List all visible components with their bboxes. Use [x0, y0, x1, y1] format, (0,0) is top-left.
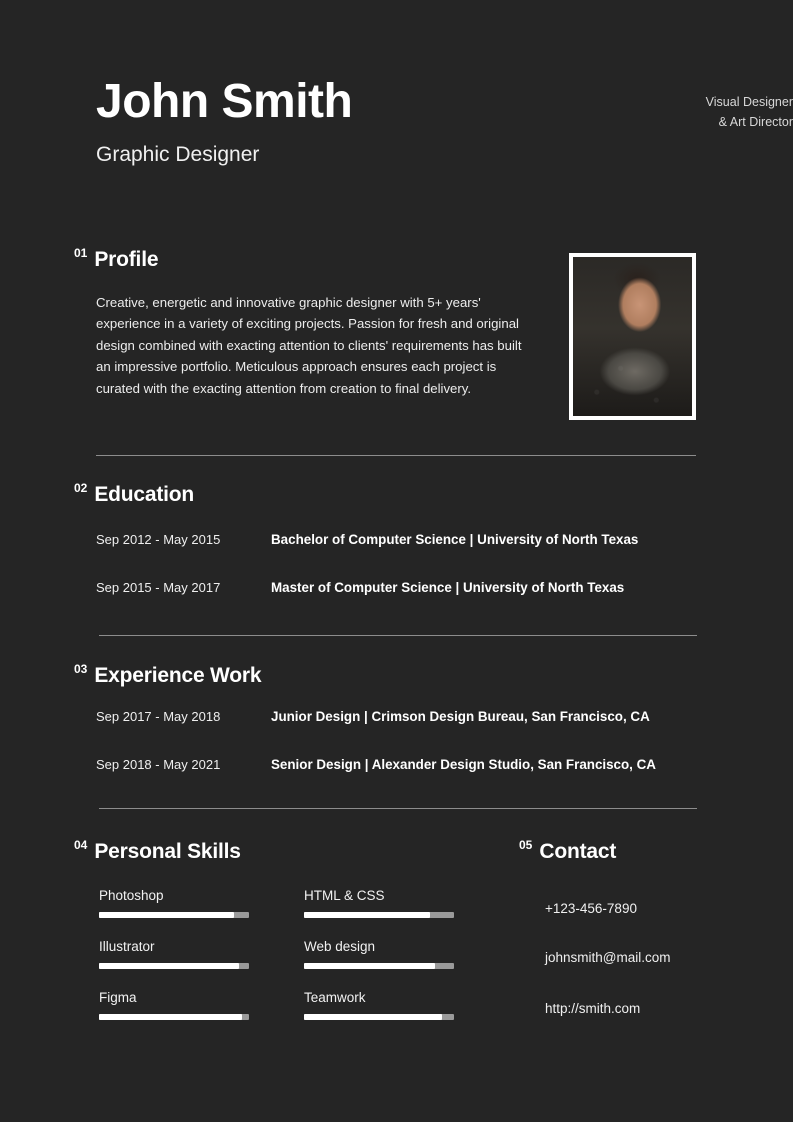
tagline-line-2: & Art Director	[718, 115, 793, 129]
portrait-photo	[573, 257, 692, 416]
skill-progress-fill	[99, 912, 234, 918]
divider-2	[99, 635, 697, 636]
entry-date: Sep 2015 - May 2017	[96, 580, 221, 595]
skill-label: Photoshop	[99, 888, 164, 903]
experience-entry	[96, 757, 656, 772]
skill-progress-fill	[99, 1014, 242, 1020]
skill-item	[304, 888, 454, 918]
skill-progress-fill	[304, 963, 435, 969]
skill-label: Figma	[99, 990, 137, 1005]
section-heading-skills	[74, 840, 241, 864]
entry-date: Sep 2017 - May 2018	[96, 709, 221, 724]
section-number: 04	[74, 838, 88, 852]
education-entry	[96, 532, 638, 547]
skill-item	[99, 939, 249, 969]
contact-email[interactable]: johnsmith@mail.com	[545, 950, 671, 965]
header	[96, 76, 696, 167]
section-heading-contact	[519, 840, 616, 864]
section-number: 01	[74, 246, 88, 260]
contact-phone[interactable]: +123-456-7890	[545, 901, 637, 916]
skill-progress-track	[99, 912, 249, 918]
skill-progress-track	[99, 1014, 249, 1020]
divider-1	[96, 455, 696, 456]
skill-label: HTML & CSS	[304, 888, 385, 903]
section-title: Personal Skills	[94, 840, 241, 863]
section-heading-experience	[74, 664, 261, 688]
section-title: Profile	[94, 248, 159, 271]
skill-progress-fill	[304, 1014, 442, 1020]
section-title: Experience Work	[94, 664, 262, 687]
education-entry	[96, 580, 624, 595]
skill-label: Web design	[304, 939, 376, 954]
skill-progress-track	[304, 1014, 454, 1020]
skill-progress-track	[304, 912, 454, 918]
entry-date: Sep 2018 - May 2021	[96, 757, 221, 772]
section-title: Contact	[539, 840, 617, 863]
skill-item	[99, 990, 249, 1020]
skill-item	[99, 888, 249, 918]
entry-description: Senior Design | Alexander Design Studio, San Francisco, CA	[271, 757, 656, 772]
section-heading-education	[74, 483, 194, 507]
section-number: 03	[74, 662, 88, 676]
profile-text: Creative, energetic and innovative graphic designer with 5+ years' experience in a variety of exciting projects. Passion for fresh and original design combined with exacting attention to clients' requirements has built an impressive portfolio. Meticulous approach ensures each project is curated with the exacting attention from creation to final delivery.	[96, 295, 522, 396]
section-number: 05	[519, 838, 533, 852]
page-title: John Smith	[96, 75, 353, 128]
job-title: Graphic Designer	[96, 142, 260, 166]
skill-progress-track	[99, 963, 249, 969]
section-heading-profile	[74, 248, 158, 272]
skill-progress-track	[304, 963, 454, 969]
skill-item	[304, 990, 454, 1020]
skill-progress-fill	[304, 912, 430, 918]
skill-label: Teamwork	[304, 990, 366, 1005]
entry-description: Junior Design | Crimson Design Bureau, San Francisco, CA	[271, 709, 650, 724]
tagline-line-1: Visual Designer	[705, 95, 793, 109]
section-title: Education	[94, 483, 195, 506]
divider-3	[99, 808, 697, 809]
entry-description: Bachelor of Computer Science | University of North Texas	[271, 532, 639, 547]
contact-website[interactable]: http://smith.com	[545, 1001, 641, 1016]
experience-entry	[96, 709, 650, 724]
skill-label: Illustrator	[99, 939, 155, 954]
avatar	[569, 253, 696, 420]
skill-item	[304, 939, 454, 969]
header-tagline	[706, 92, 793, 132]
entry-description: Master of Computer Science | University of North Texas	[271, 580, 625, 595]
section-number: 02	[74, 481, 88, 495]
entry-date: Sep 2012 - May 2015	[96, 532, 221, 547]
skill-progress-fill	[99, 963, 239, 969]
